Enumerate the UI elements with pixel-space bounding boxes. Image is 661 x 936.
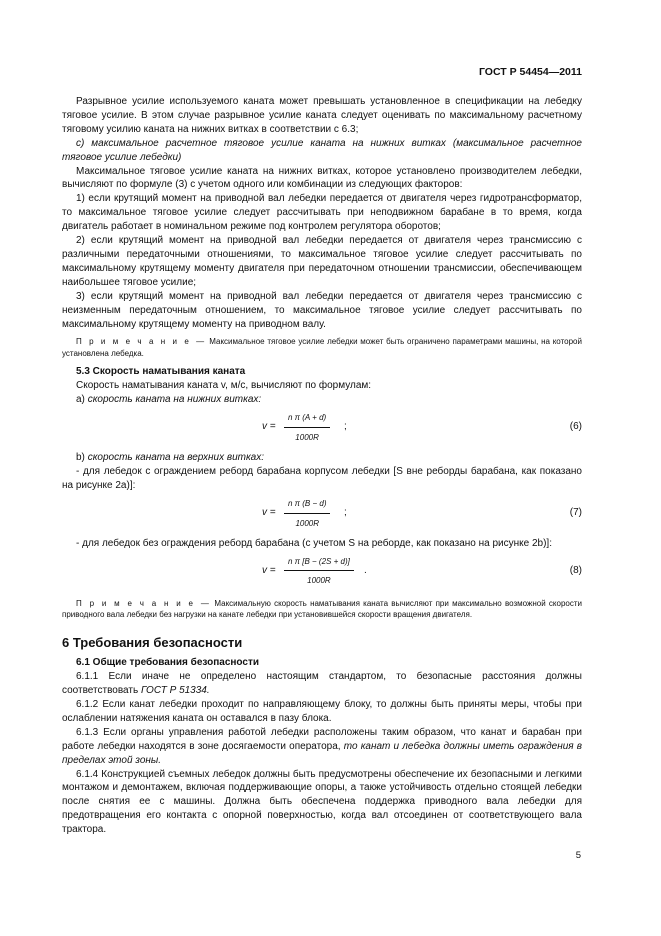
formula-number: (6): [569, 420, 582, 432]
formula-fraction: [284, 497, 330, 531]
formula-numerator: n π [B − (2S + d)]: [284, 555, 354, 572]
note-label: П р и м е ч а н и е —: [76, 598, 212, 608]
formula-7: [62, 495, 582, 535]
formula-lhs: v =: [262, 420, 276, 432]
paragraph: Скорость наматывания каната v, м/с, вычисляют по формулам:: [76, 380, 372, 392]
formula-6: [62, 409, 582, 449]
formula-number: (8): [569, 564, 582, 576]
list-item: 1) если крутящий момент на приводной вал лебедки передается от двигателя через гидротрансформатор, то максимальное тяговое усилие следует рассчитывать при неподвижном барабане в то время, когда двигатель работает в номинальном режиме под контролем регулятора оборотов;: [62, 193, 582, 233]
paragraph-item-c: с) максимальное расчетное тяговое усилие каната на нижних витках (максимальное расчетное тяговое усилие лебедки): [62, 137, 582, 163]
formula-denominator: 1000R: [295, 432, 319, 442]
list-text: скорость каната на нижних витках:: [87, 394, 262, 406]
list-marker: b): [76, 451, 85, 463]
paragraph-text: 6.1.3 Если органы управления работой лебедки расположены таким образом, что канат и барабан при работе лебедки находятся в зоне досягаемости оператора,: [62, 726, 582, 752]
section-heading-6: 6 Требования безопасности: [62, 635, 243, 651]
list-item: 3) если крутящий момент на приводной вал лебедки передается от двигателя через трансмиссию с неизменным передаточным отношением, то максимальное тяговое усилие следует рассчитывать по максимальному крутящему моменту на приводном валу.: [62, 290, 582, 330]
list-text: скорость каната на верхних витках:: [87, 451, 265, 463]
paragraph: [62, 726, 582, 768]
note: [62, 336, 582, 359]
list-item: [62, 451, 582, 465]
note-text: Максимальное тяговое усилие лебедки может быть ограничено параметрами машины, на которой установлена лебедка.: [62, 337, 582, 358]
note-label: П р и м е ч а н и е —: [76, 337, 207, 347]
formula-numerator: n π (A + d): [284, 411, 330, 428]
paragraph: 6.1.4 Конструкцией съемных лебедок должны быть предусмотрены обеспечение их безопасными и легкими монтажом и демонтажем, включая поддерживающие опоры, а также устойчивость отдельно стоящей лебедки после снятия ее с машины. Должна быть обеспечена поддержка приводного вала лебедки для предотвращения его контакта с опорной поверхностью, когда вал отсоединен от соответствующего вала трактора.: [62, 768, 582, 836]
formula-fraction: [284, 555, 354, 589]
formula-denominator: 1000R: [295, 518, 320, 528]
formula-lhs: v =: [262, 506, 276, 518]
note-text: Максимальную скорость наматывания каната вычисляют при максимально возможной скорости приводного вала лебедки без нагрузки на канате лебедки при установившейся скорости вращения двигателя.: [62, 598, 582, 619]
formula-number: (7): [569, 506, 582, 518]
formula-denominator: 1000R: [307, 576, 331, 586]
paragraph-emphasis: то канат и лебедка должны иметь ограждения в пределах этой зоны.: [62, 740, 583, 766]
formula-numerator: n π (B − d): [284, 497, 330, 514]
paragraph: - для лебедок без ограждения реборд барабана (с учетом S на реборде, как показано на рисунке 2b)]:: [76, 537, 552, 549]
standard-header: ГОСТ Р 54454—2011: [478, 66, 582, 78]
paragraph-text: 6.1.1 Если иначе не определено настоящим стандартом, то безопасные расстояния должны соответствовать: [62, 671, 582, 697]
paragraph: Максимальное тяговое усилие каната на нижних витках, которое установлено производителем лебедки, вычисляют по формуле (3) с учетом одного или комбинации из следующих факторов:: [62, 165, 582, 191]
standard-reference: ГОСТ Р 51334.: [140, 685, 210, 697]
note: [62, 598, 582, 621]
subsection-heading-6-1: 6.1 Общие требования безопасности: [76, 657, 260, 669]
paragraph: - для лебедок с ограждением реборд барабана корпусом лебедки [S вне реборды барабана, как показано на рисунке 2а)]:: [62, 465, 582, 491]
formula-punct: ;: [344, 420, 347, 432]
list-item: [62, 393, 582, 407]
paragraph: Разрывное усилие используемого каната может превышать установленное в спецификации на лебедку тяговое усилие. В этом случае разрывное усилие каната следует оценивать по максимальному расчетному тяговому усилию каната на нижних витках в соответствии с 6.3;: [62, 96, 582, 135]
list-item: 2) если крутящий момент на приводной вал лебедки передается от двигателя через трансмиссию с различными передаточными отношениями, то максимальное тяговое усилие следует рассчитывать по максимальному крутящему моменту двигателя при передаточном отношении трансмиссии, обеспечивающем наибольшее тяговое усилие;: [62, 235, 582, 288]
page-content: [62, 95, 582, 837]
section-heading-5-3: 5.3 Скорость наматывания каната: [76, 366, 246, 378]
formula-punct: ;: [344, 506, 347, 518]
formula-fraction: [284, 411, 330, 445]
paragraph: 6.1.2 Если канат лебедки проходит по направляющему блоку, то должны быть приняты меры, чтобы при ослаблении натяжения каната он оставался в пазу блока.: [62, 699, 582, 724]
list-marker: а): [76, 394, 85, 406]
formula-punct: .: [364, 564, 367, 576]
page-number: 5: [575, 850, 581, 861]
paragraph: [62, 670, 582, 698]
formula-lhs: v =: [262, 564, 276, 576]
formula-8: [62, 553, 582, 593]
